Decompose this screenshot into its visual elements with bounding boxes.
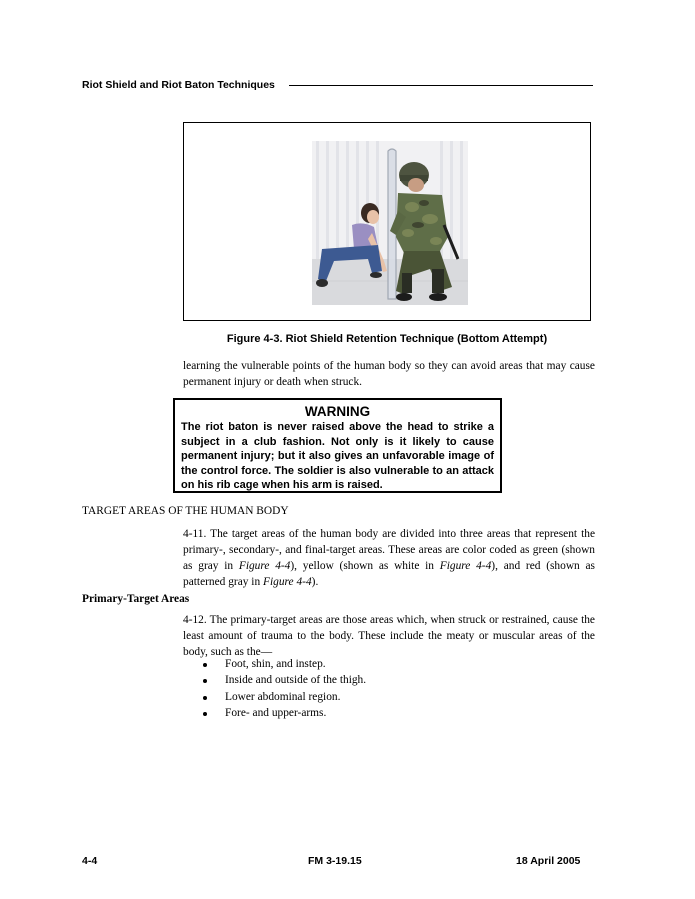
figure-4-4-reference: Figure 4-4 — [238, 560, 291, 572]
section-heading: TARGET AREAS OF THE HUMAN BODY — [82, 505, 289, 517]
list-item — [183, 689, 366, 705]
primary-target-heading: Primary-Target Areas — [82, 593, 190, 605]
figure-frame — [183, 122, 591, 321]
list-item-text: Lower abdominal region. — [225, 690, 341, 703]
footer-date: 18 April 2005 — [516, 855, 581, 867]
list-item-text: Fore- and upper-arms. — [225, 706, 327, 719]
list-item — [183, 705, 366, 721]
list-item — [183, 672, 366, 688]
header-rule — [289, 85, 593, 86]
warning-text: The riot baton is never raised above the head to strike a subject in a club fashion. Not only is it likely to cause permanent injury; but it also gives an unfavorable image of the control force. The soldier is also vulnerable to an attack on his rib cage when his arm is raised. — [181, 421, 494, 492]
list-item-text: Inside and outside of the thigh. — [225, 674, 367, 687]
primary-target-list — [183, 656, 366, 721]
figure-caption: Figure 4-3. Riot Shield Retention Technique (Bottom Attempt) — [226, 333, 548, 345]
paragraph-4-11 — [183, 526, 595, 590]
figure-4-4-reference: Figure 4-4 — [263, 576, 312, 588]
paragraph-4-11-text-4: ). — [311, 576, 319, 588]
paragraph-4-12: 4-12. The primary-target areas are those areas which, when struck or restrained, cause the least amount of trauma to the body. These include the meaty or muscular areas of the body, such as the— — [183, 614, 595, 658]
bullet-icon — [203, 696, 207, 700]
list-item — [183, 656, 366, 672]
footer-manual-id: FM 3-19.15 — [308, 855, 362, 867]
warning-box — [173, 398, 502, 493]
paragraph-4-11-text-3: ), and red (shown as patterned gray in — [183, 560, 595, 588]
list-item-text: Foot, shin, and instep. — [225, 658, 326, 670]
bullet-icon — [203, 679, 207, 683]
intro-paragraph: learning the vulnerable points of the human body so they can avoid areas that may cause permanent injury or death when struck. — [183, 360, 595, 388]
running-header-title: Riot Shield and Riot Baton Techniques — [82, 79, 275, 91]
figure-4-4-reference: Figure 4-4 — [439, 560, 492, 572]
paragraph-4-11-text-1: 4-11. The target areas of the human body are divided into three areas that represent the primary-, secondary-, and final-target areas. These areas are color coded as green (shown as gray in — [183, 528, 595, 572]
bullet-icon — [203, 663, 207, 667]
paragraph-4-11-text-2: ), yellow (shown as white in — [290, 560, 440, 572]
warning-title: WARNING — [304, 404, 371, 419]
figure-photo — [312, 141, 468, 305]
bullet-icon — [203, 712, 207, 716]
footer-page-number: 4-4 — [82, 855, 98, 867]
